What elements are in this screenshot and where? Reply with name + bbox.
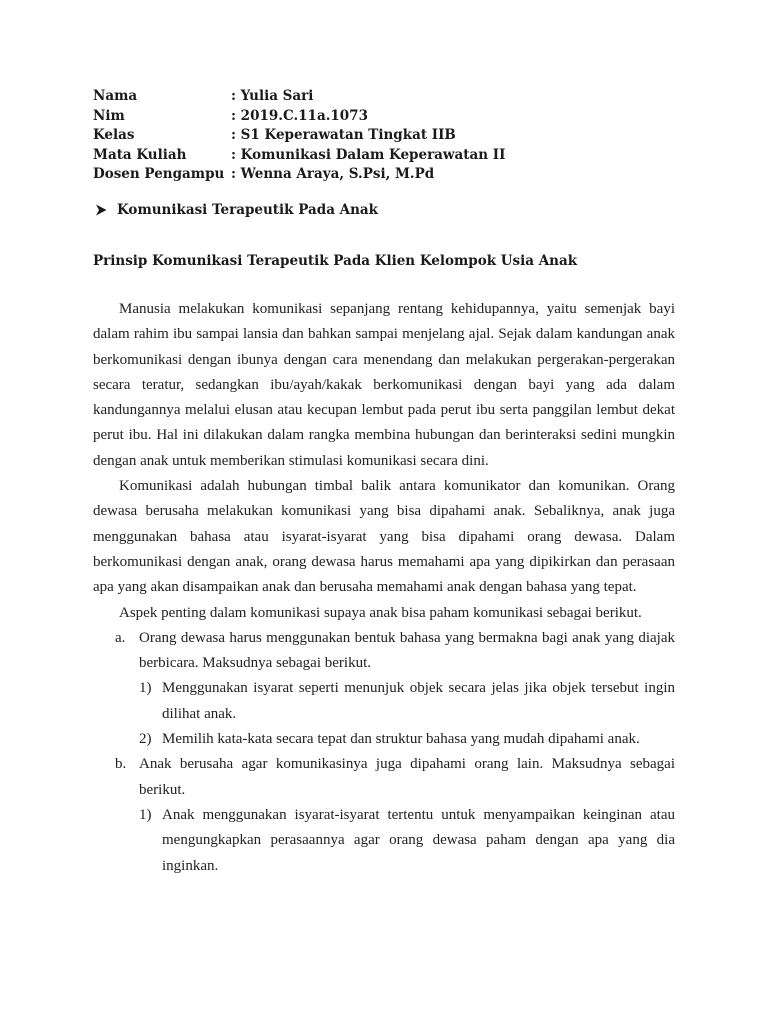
identity-key: Kelas xyxy=(93,127,135,143)
identity-row-nim xyxy=(93,107,505,127)
identity-value: : S1 Keperawatan Tingkat IIB xyxy=(231,127,456,143)
identity-value: : Komunikasi Dalam Keperawatan II xyxy=(231,146,506,163)
sub-list-item xyxy=(93,676,675,727)
list-marker: 1) xyxy=(139,806,152,823)
identity-row-lecturer xyxy=(93,165,505,185)
list-item xyxy=(93,626,675,677)
list-item-text: Orang dewasa harus menggunakan bentuk bahasa yang bermakna bagi anak yang diajak berbicara. Maksudnya sebagai berikut. xyxy=(139,629,675,672)
section-heading xyxy=(95,202,378,218)
identity-value: : 2019.C.11a.1073 xyxy=(231,107,368,124)
identity-row-class xyxy=(93,126,505,146)
list-marker: 1) xyxy=(139,680,152,697)
paragraph: Manusia melakukan komunikasi sepanjang rentang kehidupannya, yaitu semenjak bayi dalam rahim ibu sampai lansia dan bahkan sampai menjelang ajal. Sejak dalam kandungan anak berkomunikasi dengan ibunya dengan cara menendang dan melakukan pergerakan-pergerakan secara teratur, sedangkan ibu/ayah/kakak berkomunikasi dengan bayi yang ada dalam kandungannya melalui elusan atau kecupan lembut pada perut ibu serta panggilan lembut dekat perut ibu. Hal ini dilakukan dalam rangka membina hubungan dan berinteraksi sedini mungkin dengan anak untuk memberikan stimulasi komunikasi secara dini. xyxy=(93,301,675,469)
paragraph: Komunikasi adalah hubungan timbal balik antara komunikator dan komunikan. Orang dewasa berusaha melakukan komunikasi yang bisa dipahami anak. Sebaliknya, anak juga menggunakan bahasa atau isyarat-isyarat yang bisa dipahami orang dewasa. Dalam berkomunikasi dengan anak, orang dewasa harus memahami apa yang dipikirkan dan perasaan apa yang akan disampaikan anak dan berusaha memahami anak dengan bahasa yang tepat. xyxy=(93,478,675,596)
list-item xyxy=(93,752,675,803)
identity-key: Nama xyxy=(93,88,138,104)
sub-heading: Prinsip Komunikasi Terapeutik Pada Klien Kelompok Usia Anak xyxy=(93,253,578,269)
section-heading-text: Komunikasi Terapeutik Pada Anak xyxy=(117,202,379,218)
identity-key: Dosen Pengampu xyxy=(93,166,225,182)
paragraph: Aspek penting dalam komunikasi supaya anak bisa paham komunikasi sebagai berikut. xyxy=(119,604,642,621)
identity-value: : Yulia Sari xyxy=(231,88,314,104)
list-item-text: Anak berusaha agar komunikasinya juga dipahami orang lain. Maksudnya sebagai berikut. xyxy=(139,756,675,798)
list-item-text: Memilih kata-kata secara tepat dan struktur bahasa yang mudah dipahami anak. xyxy=(162,731,640,748)
identity-key: Nim xyxy=(93,107,125,124)
sub-list-item xyxy=(93,727,675,752)
body-text xyxy=(93,297,675,879)
identity-row-name xyxy=(93,87,505,107)
list-marker: a. xyxy=(115,629,126,646)
sub-list-item xyxy=(93,803,675,879)
arrowhead-bullet-icon xyxy=(95,204,107,216)
identity-value: : Wenna Araya, S.Psi, M.Pd xyxy=(231,166,435,182)
student-identity xyxy=(93,87,505,185)
identity-row-course xyxy=(93,146,505,166)
list-marker: b. xyxy=(115,756,127,773)
list-item-text: Anak menggunakan isyarat-isyarat tertentu untuk menyampaikan keinginan atau mengungkapkan perasaannya agar orang dewasa paham dengan apa yang dia inginkan. xyxy=(162,806,675,874)
aspect-list xyxy=(93,626,675,879)
identity-key: Mata Kuliah xyxy=(93,146,187,163)
list-item-text: Menggunakan isyarat seperti menunjuk objek secara jelas jika objek tersebut ingin dilihat anak. xyxy=(162,680,675,722)
list-marker: 2) xyxy=(139,731,152,748)
